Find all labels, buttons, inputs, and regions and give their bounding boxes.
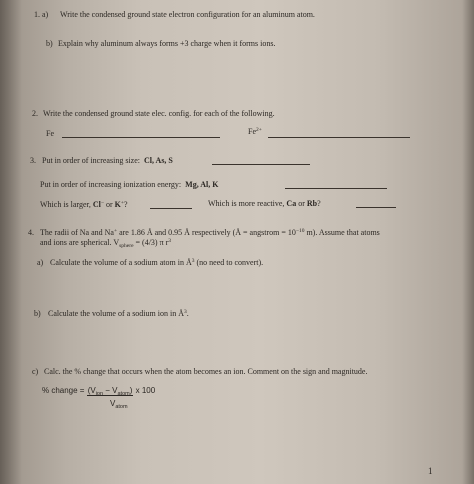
q4b-tail: .	[186, 309, 189, 318]
q4c-text: Calc. the % change that occurs when the atom becomes an ion. Comment on the sign and magnitude.	[44, 367, 368, 376]
reactive-option-a: Ca	[286, 199, 297, 208]
reactive-qmark: ?	[317, 199, 321, 208]
percent-change-formula	[42, 386, 155, 396]
q1b-label: b)	[46, 39, 53, 48]
q3-larger-text	[40, 200, 128, 210]
q1b-text: Explain why aluminum always forms +3 charge when it forms ions.	[58, 39, 276, 48]
reactive-option-b: Rb	[306, 199, 318, 208]
q4a-tail: (no need to convert).	[194, 258, 264, 267]
formula-times: x 100	[133, 386, 156, 395]
q4-label: 4.	[28, 228, 34, 237]
q2-label: 2.	[32, 109, 38, 118]
formula-numerator	[87, 386, 134, 396]
num-open: (V	[87, 386, 96, 395]
reactive-or: or	[298, 199, 305, 208]
q4-line1	[40, 228, 380, 238]
q4a-text	[50, 258, 263, 268]
q4b-unit-exp: 3	[183, 309, 187, 315]
q2-fe-answer-line[interactable]	[62, 137, 220, 138]
num-close: )	[129, 386, 133, 395]
num-sub-ion: ion	[95, 391, 104, 397]
formula-lhs: % change =	[42, 386, 87, 395]
num-sub-atom: atom	[117, 391, 130, 397]
larger-a-charge: −	[100, 200, 104, 206]
q4-line1-a: The radii of Na and Na	[40, 228, 114, 237]
page-number: 1	[428, 466, 433, 476]
reactive-prompt: Which is more reactive,	[208, 199, 285, 208]
larger-qmark: ?	[123, 200, 128, 209]
q4-r-exp: 3	[168, 238, 172, 244]
q3-label: 3.	[30, 156, 36, 165]
q4-na-charge: +	[113, 228, 118, 234]
ie-items: Mg, Al, K	[185, 180, 219, 189]
ie-prompt: Put in order of increasing ionization energy:	[40, 180, 182, 189]
size-items: Cl, As, S	[143, 156, 173, 165]
q1a-label: 1. a)	[34, 10, 49, 19]
q3-reactive-text	[208, 199, 321, 209]
larger-b-charge: +	[120, 200, 124, 206]
fe2-charge: 2+	[256, 127, 262, 133]
q4a-label: a)	[37, 258, 44, 267]
q3-larger-answer-line[interactable]	[150, 208, 192, 209]
q3-ie-answer-line[interactable]	[285, 188, 387, 189]
q4c-label: c)	[32, 367, 39, 376]
den-sub-atom: atom	[115, 404, 128, 410]
fe2-base: Fe	[248, 127, 256, 136]
q4a-prompt: Calculate the volume of a sodium atom in Å	[50, 258, 192, 267]
larger-option-a: Cl	[92, 200, 101, 209]
q4-line1-b: are 1.86 Å and 0.95 Å respectively (Å = angstrom = 10	[117, 228, 296, 237]
q3-ie-text	[40, 180, 219, 190]
q2-text: Write the condensed ground state elec. config. for each of the following.	[43, 109, 275, 118]
q2-fe-label: Fe	[46, 129, 54, 138]
q3-size-answer-line[interactable]	[212, 164, 310, 165]
q4-sphere-sub: sphere	[119, 243, 134, 249]
larger-option-b: K	[114, 200, 121, 209]
q4b-label: b)	[34, 309, 41, 318]
num-mid: − V	[103, 386, 118, 395]
q1a-text: Write the condensed ground state electron configuration for an aluminum atom.	[60, 10, 315, 19]
q4-line2-a: and ions are spherical. V	[40, 238, 120, 247]
page-shadow	[0, 0, 22, 484]
larger-or: or	[105, 200, 113, 209]
q4-line2-b: = (4/3) π r	[133, 238, 169, 247]
q4b-prompt: Calculate the volume of a sodium ion in Å	[48, 309, 184, 318]
larger-prompt: Which is larger,	[40, 200, 91, 209]
page-edge	[462, 0, 474, 484]
q4-line2	[40, 238, 171, 248]
q2-fe2-label	[248, 127, 262, 137]
size-prompt: Put in order of increasing size:	[42, 156, 140, 165]
q2-fe2-answer-line[interactable]	[268, 137, 410, 138]
q4a-unit-exp: 3	[191, 258, 195, 264]
formula-denominator	[110, 399, 128, 409]
q3-size-text	[42, 156, 173, 166]
den-v: V	[110, 399, 116, 408]
q4-exponent: −10	[295, 228, 305, 234]
q3-reactive-answer-line[interactable]	[356, 207, 396, 208]
q4-line1-c: m). Assume that atoms	[304, 228, 380, 237]
q4b-text	[48, 309, 189, 319]
